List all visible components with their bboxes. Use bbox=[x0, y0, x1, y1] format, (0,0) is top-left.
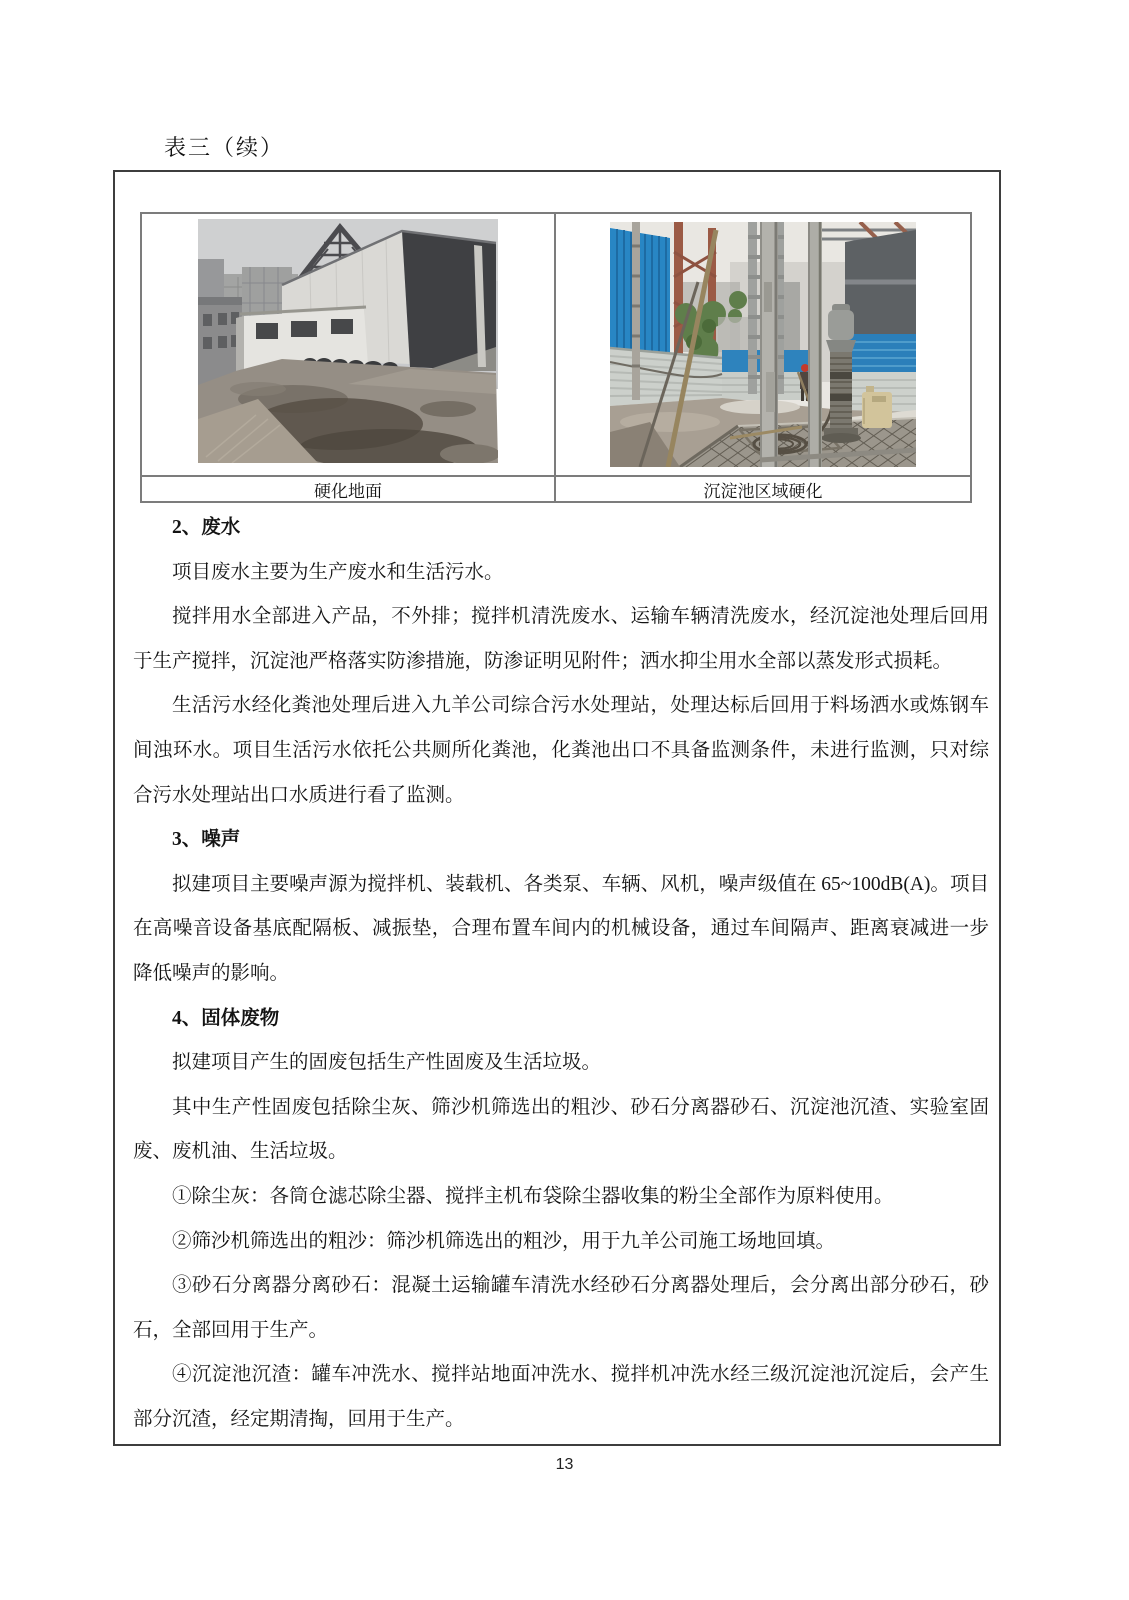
body-paragraph: ①除尘灰：各筒仓滤芯除尘器、搅拌主机布袋除尘器收集的粉尘全部作为原料使用。 bbox=[172, 1185, 894, 1207]
body-paragraph: ②筛沙机筛选出的粗沙：筛沙机筛选出的粗沙，用于九羊公司施工场地回填。 bbox=[172, 1230, 836, 1252]
section-heading-wastewater: 2、废水 bbox=[172, 517, 241, 538]
photo-cell-sedimentation-area bbox=[556, 214, 970, 475]
body-paragraph: 拟建项目主要噪声源为搅拌机、装载机、各类泵、车辆、风机，噪声级值在 65~100dB(A)。项目在高噪音设备基底配隔板、减振垫，合理布置车间内的机械设备，通过车间隔声、距离衰减进一步降低噪声的影响。 bbox=[133, 873, 989, 984]
sedimentation-pool-area-photo bbox=[610, 222, 916, 467]
section-heading-noise: 3、噪声 bbox=[172, 829, 241, 851]
body-paragraph: 搅拌用水全部进入产品，不外排；搅拌机清洗废水、运输车辆清洗废水，经沉淀池处理后回用于生产搅拌，沉淀池严格落实防渗措施，防渗证明见附件；洒水抑尘用水全部以蒸发形式损耗。 bbox=[133, 606, 989, 672]
body-paragraph: 拟建项目产生的固废包括生产性固废及生活垃圾。 bbox=[172, 1052, 602, 1074]
photo-caption-sedimentation-area: 沉淀池区域硬化 bbox=[556, 475, 970, 502]
body-paragraph: 项目废水主要为生产废水和生活污水。 bbox=[172, 561, 504, 583]
photo-caption-hardened-ground: 硬化地面 bbox=[142, 475, 556, 502]
photo-table bbox=[140, 212, 972, 503]
photo-cell-hardened-ground bbox=[142, 214, 556, 475]
page-title: 表三（续） bbox=[164, 135, 285, 160]
body-text bbox=[133, 506, 989, 1442]
page-number: 13 bbox=[555, 1456, 574, 1473]
body-paragraph: ④沉淀池沉渣：罐车冲洗水、搅拌站地面冲洗水、搅拌机冲洗水经三级沉淀池沉淀后，会产生部分沉渣，经定期清掏，回用于生产。 bbox=[133, 1364, 989, 1430]
body-paragraph: ③砂石分离器分离砂石：混凝土运输罐车清洗水经砂石分离器处理后，会分离出部分砂石，砂石，全部回用于生产。 bbox=[133, 1275, 989, 1341]
body-paragraph: 生活污水经化粪池处理后进入九羊公司综合污水处理站，处理达标后回用于料场洒水或炼钢车间浊环水。项目生活污水依托公共厕所化粪池，化粪池出口不具备监测条件，未进行监测，只对综合污水处理站出口水质进行看了监测。 bbox=[133, 695, 989, 806]
section-heading-solid-waste: 4、固体废物 bbox=[172, 1007, 280, 1029]
body-paragraph: 其中生产性固废包括除尘灰、筛沙机筛选出的粗沙、砂石分离器砂石、沉淀池沉渣、实验室固废、废机油、生活垃圾。 bbox=[133, 1096, 989, 1163]
hardened-ground-photo bbox=[198, 219, 498, 463]
